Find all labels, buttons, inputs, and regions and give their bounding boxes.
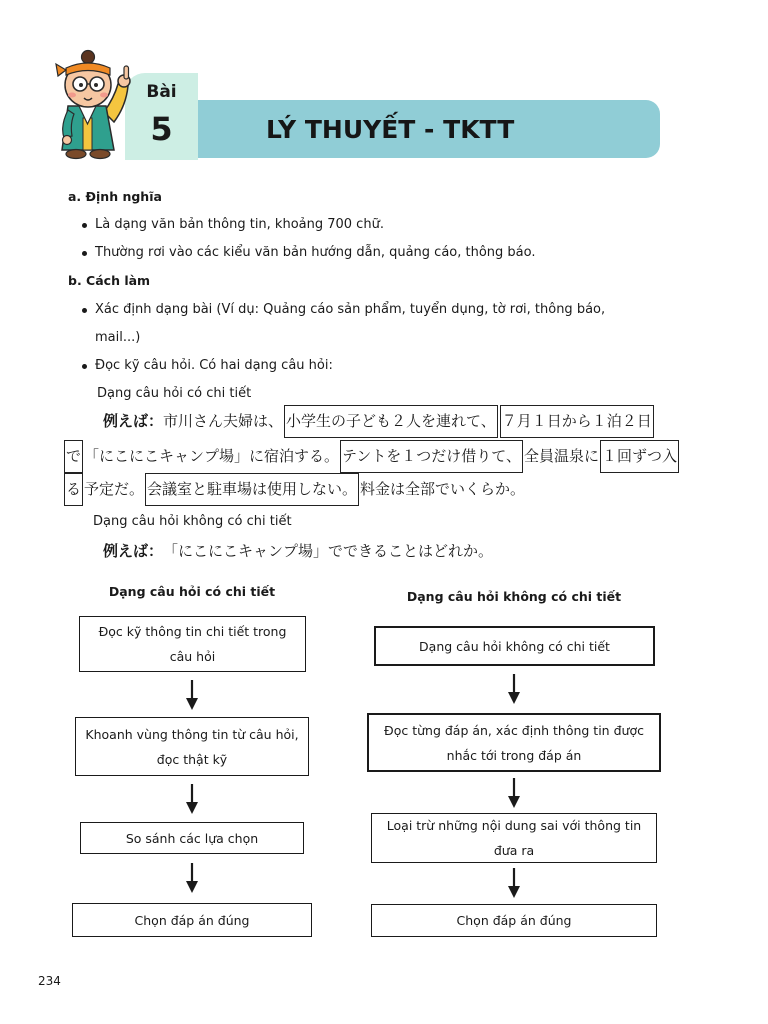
flowchart-step-text: Đọc từng đáp án, xác định thông tin được <box>384 722 644 738</box>
boxed-detail: 小学生の子ども２人を連れて、 <box>284 405 498 438</box>
boxed-detail: る <box>64 473 83 506</box>
flowchart-step <box>80 822 304 854</box>
list-item <box>80 356 333 376</box>
example-line <box>63 473 525 506</box>
boxed-detail: ７月１日から１泊２日 <box>500 405 654 438</box>
scholar-mascot-icon <box>52 48 136 164</box>
mascot-head <box>56 51 111 108</box>
flowchart-step-text: đưa ra <box>493 843 535 858</box>
flowchart-step <box>72 903 312 937</box>
arrow-down-icon <box>508 868 520 898</box>
example-text: 予定だ。 <box>84 480 145 498</box>
flowchart-step <box>367 713 661 772</box>
arrow-down-icon <box>186 863 198 893</box>
example-text: 市川さん夫婦は、 <box>163 412 284 430</box>
flowchart-step-text: câu hỏi <box>169 649 216 664</box>
flowchart-title-detailed: Dạng câu hỏi có chi tiết <box>108 584 276 599</box>
list-item <box>80 215 384 235</box>
arrow-down-icon <box>508 674 520 704</box>
boxed-detail: で <box>64 440 83 473</box>
example-text: 「にこにこキャンプ場」に宿泊する。 <box>84 447 340 465</box>
flowchart-step-text: Khoanh vùng thông tin từ câu hỏi, <box>85 726 299 742</box>
list-item <box>80 243 536 263</box>
arrow-down-icon <box>186 680 198 710</box>
arrow-down-icon <box>508 778 520 808</box>
example-text: 全員温泉に <box>523 447 599 465</box>
list-item-text: Đọc kỹ câu hỏi. Có hai dạng câu hỏi: <box>95 358 333 373</box>
list-item-text: Xác định dạng bài (Ví dụ: Quảng cáo sản phẩm, tuyển dụng, tờ rơi, thông báo, <box>95 302 606 317</box>
example-text: 料金は全部でいくらか。 <box>360 480 526 498</box>
example-label: 例えば： <box>103 542 164 560</box>
example-line <box>63 440 680 473</box>
example-line <box>103 405 655 438</box>
flowchart-step-text: Đọc kỹ thông tin chi tiết trong <box>98 624 287 639</box>
page-title: LÝ THUYẾT - TKTT <box>266 115 515 144</box>
boxed-detail: １回ずつ入 <box>600 440 679 473</box>
bullet-dot <box>82 308 87 313</box>
arrow-down-icon <box>186 784 198 814</box>
example-text: 「にこにこキャンプ場」でできることはどれか。 <box>163 542 494 560</box>
page-number: 234 <box>38 974 61 988</box>
undetailed-question-label: Dạng câu hỏi không có chi tiết <box>93 514 292 529</box>
bullet-dot <box>82 251 87 256</box>
flowchart-step-text: Dạng câu hỏi không có chi tiết <box>419 638 610 654</box>
mascot-body <box>62 106 114 150</box>
lesson-label: Bài <box>146 82 177 102</box>
flowchart-title-undetailed: Dạng câu hỏi không có chi tiết <box>406 589 622 604</box>
lesson-number: 5 <box>150 110 173 148</box>
flowchart-step-text: Chọn đáp án đúng <box>134 912 250 928</box>
boxed-detail: 会議室と駐車場は使用しない。 <box>145 473 359 506</box>
flowchart-step-text: Chọn đáp án đúng <box>456 913 572 928</box>
example-line <box>103 535 493 568</box>
flowchart-step-text: nhắc tới trong đáp án <box>446 747 582 763</box>
flowchart-step-text: đọc thật kỹ <box>156 751 228 767</box>
section-a-heading: a. Định nghĩa <box>68 189 162 204</box>
flowchart-step <box>371 813 657 863</box>
mascot-feet <box>66 150 110 159</box>
flowchart-step-text: So sánh các lựa chọn <box>125 830 259 846</box>
flowchart-step <box>79 616 306 672</box>
boxed-detail: テントを１つだけ借りて、 <box>340 440 523 473</box>
flowchart-step <box>374 626 655 666</box>
flowchart-step <box>75 717 309 776</box>
bullet-dot <box>82 223 87 228</box>
list-item-continuation: mail...) <box>95 330 141 345</box>
flowchart-step-text: Loại trừ những nội dung sai với thông tin <box>386 818 642 833</box>
example-label: 例えば： <box>103 412 164 430</box>
bullet-dot <box>82 364 87 369</box>
title-banner <box>197 100 660 158</box>
list-item-text: Là dạng văn bản thông tin, khoảng 700 chữ. <box>95 217 384 232</box>
list-item <box>80 300 605 320</box>
list-item-text: Thường rơi vào các kiểu văn bản hướng dẫn, quảng cáo, thông báo. <box>95 245 536 260</box>
section-b-heading: b. Cách làm <box>68 273 151 288</box>
flowchart-step <box>371 904 657 937</box>
detailed-question-label: Dạng câu hỏi có chi tiết <box>97 386 252 401</box>
